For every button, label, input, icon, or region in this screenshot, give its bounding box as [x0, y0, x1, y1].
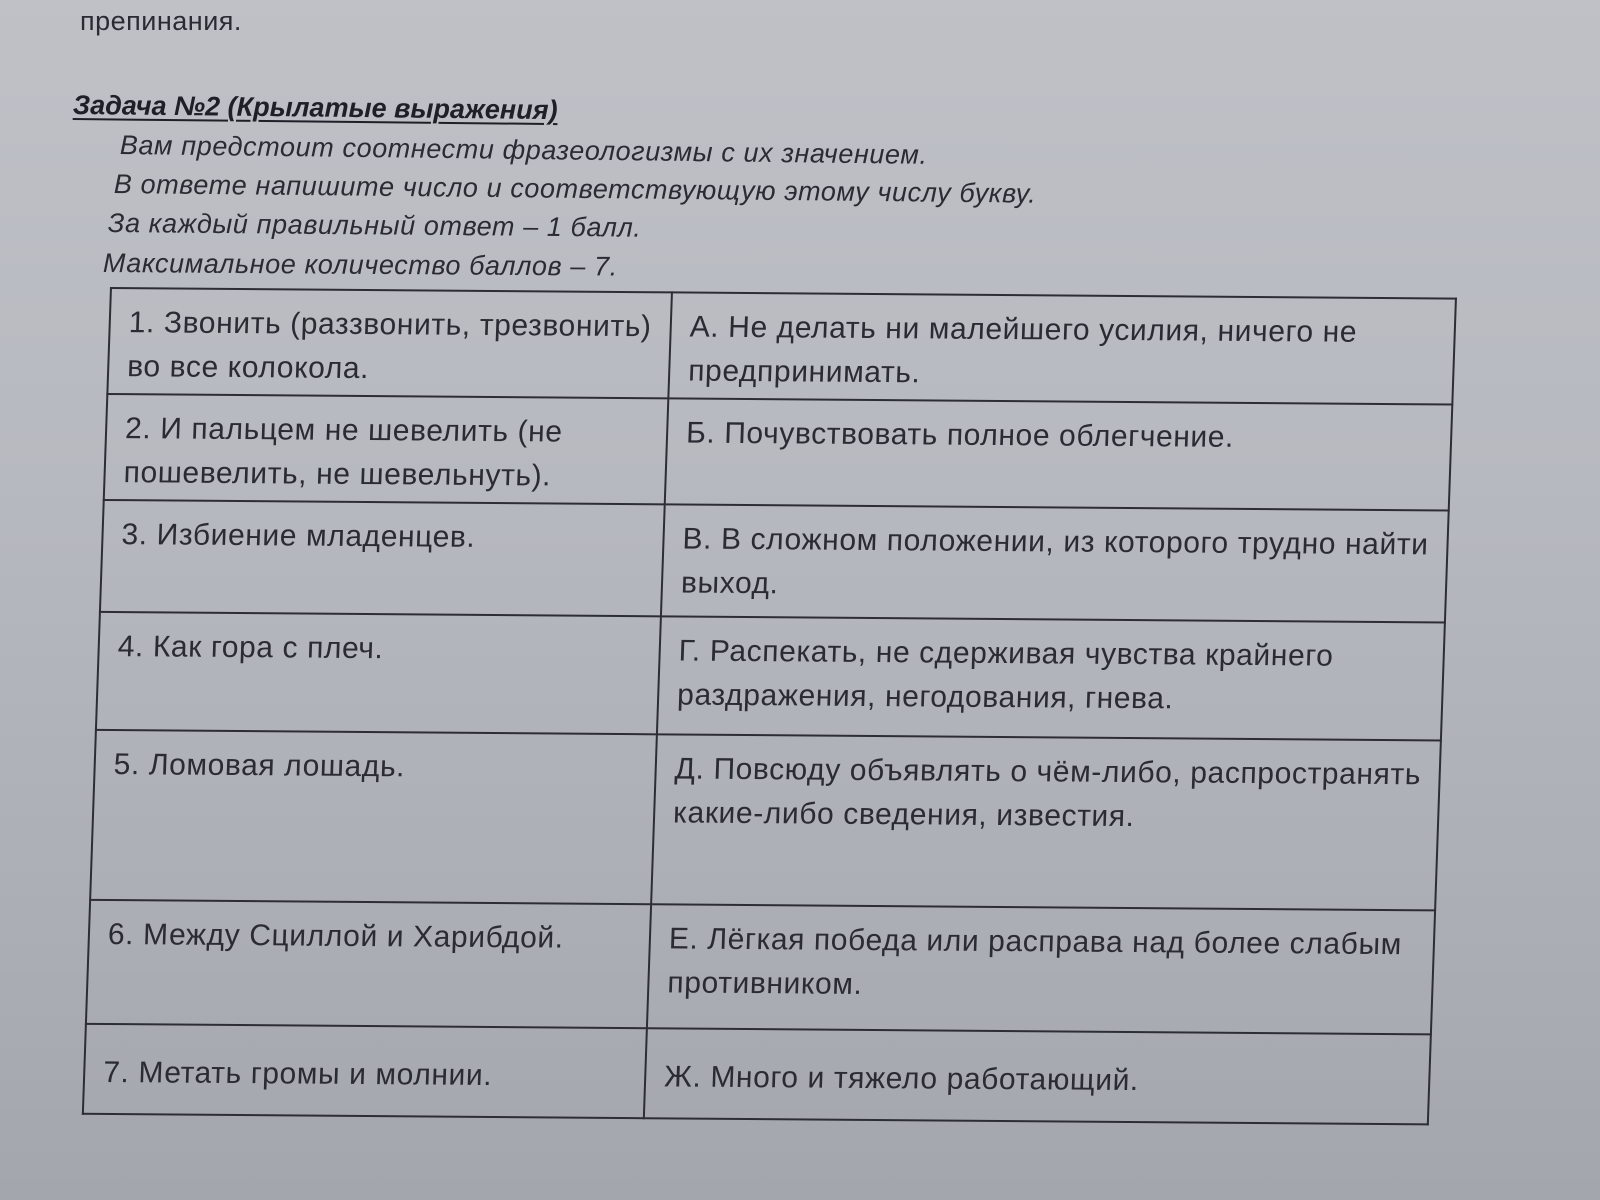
- table-row: [104, 394, 1453, 511]
- meaning-cell: А. Не делать ни малейшего усилия, ничего не предпринимать.: [668, 292, 1456, 404]
- instruction-line: За каждый правильный ответ – 1 балл.: [107, 208, 642, 243]
- phraseologism-cell: 7. Метать громы и молнии.: [83, 1024, 647, 1118]
- table-row: [90, 730, 1441, 911]
- meaning-cell: В. В сложном положении, из которого трудно найти выход.: [661, 504, 1449, 622]
- phraseologism-cell: 4. Как гора с плеч.: [96, 612, 661, 734]
- phraseologism-cell: 1. Звонить (раззвонить, трезвонить) во все колокола.: [107, 288, 672, 398]
- table-row: [83, 1024, 1431, 1125]
- matching-table: [82, 287, 1450, 1125]
- phraseologism-cell: 2. И пальцем не шевелить (не пошевелить, не шевельнуть).: [104, 394, 669, 504]
- meaning-cell: Б. Почувствовать полное облегчение.: [665, 398, 1453, 510]
- phraseologism-cell: 3. Избиение младенцев.: [100, 500, 665, 616]
- phraseologism-cell: 6. Между Сциллой и Харибдой.: [86, 900, 651, 1028]
- instruction-line: В ответе напишите число и соответствующую этому числу букву.: [113, 169, 1037, 209]
- meaning-cell: Г. Распекать, не сдерживая чувства крайнего раздражения, негодования, гнева.: [657, 616, 1445, 740]
- meaning-cell: Д. Повсюду объявлять о чём-либо, распространять какие-либо сведения, известия.: [651, 734, 1441, 910]
- instruction-line: Вам предстоит соотнести фразеологизмы с их значением.: [119, 130, 928, 170]
- meaning-cell: Ж. Много и тяжело работающий.: [644, 1028, 1431, 1124]
- table-row: [86, 900, 1435, 1035]
- instruction-line: Максимальное количество баллов – 7.: [102, 248, 618, 282]
- previous-section-text: препинания.: [80, 6, 242, 36]
- table-row: [100, 500, 1449, 623]
- meaning-cell: Е. Лёгкая победа или расправа над более слабым противником.: [647, 904, 1435, 1034]
- table-row: [96, 612, 1445, 741]
- task-title: Задача №2 (Крылатые выражения): [72, 90, 558, 126]
- table-row: [107, 288, 1456, 405]
- phraseologism-cell: 5. Ломовая лошадь.: [90, 730, 657, 904]
